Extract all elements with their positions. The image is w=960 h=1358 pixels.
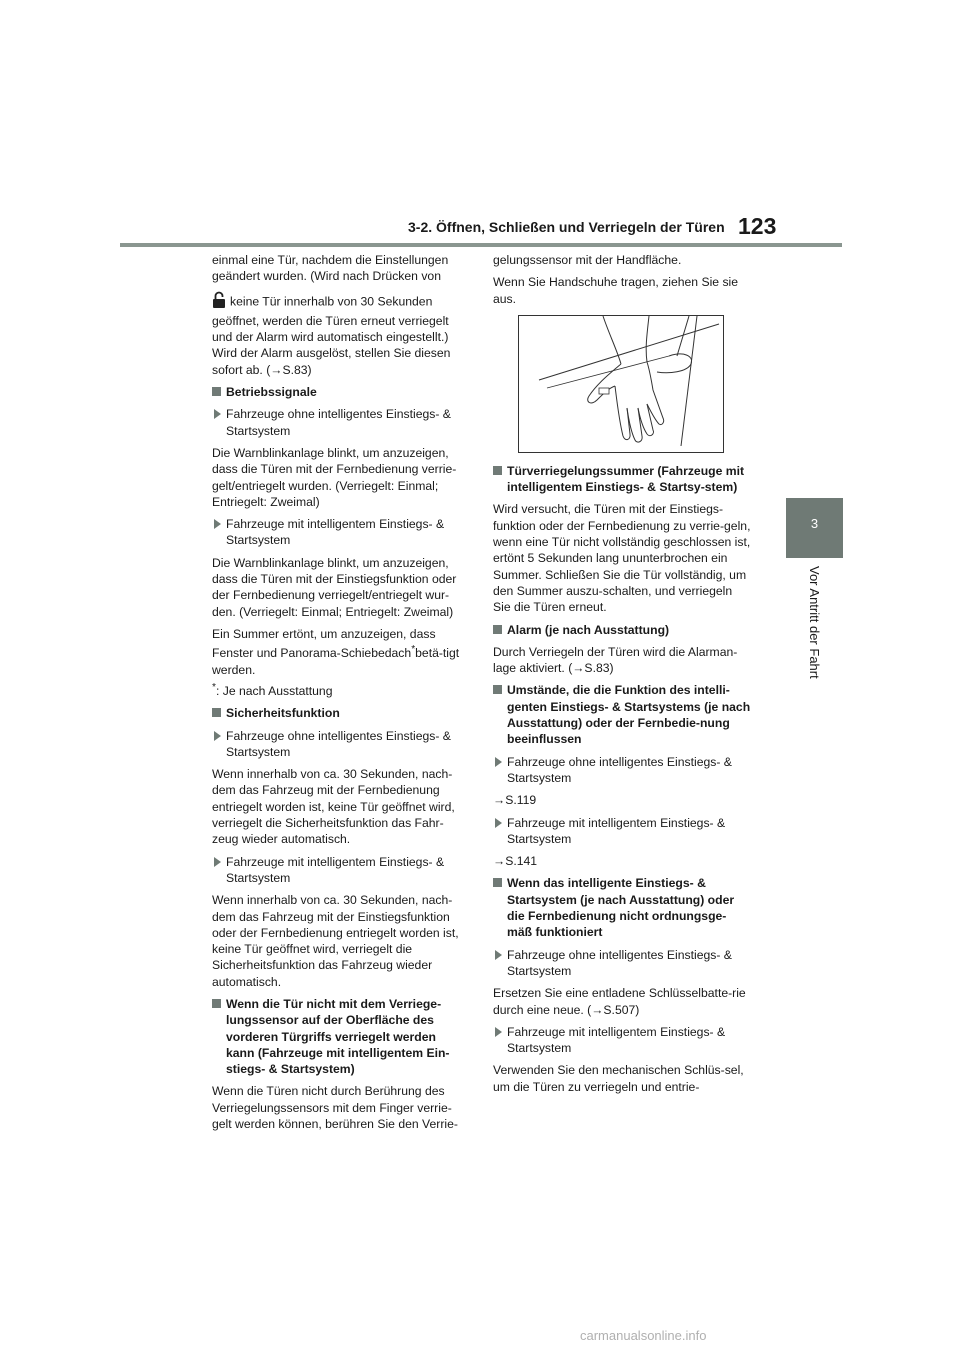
right-column [493, 252, 751, 1101]
footnote-mark: * [212, 681, 216, 693]
triangle-bullet-icon [495, 950, 502, 960]
list-item [493, 815, 751, 848]
triangle-bullet-icon [214, 409, 221, 419]
chapter-tab [786, 498, 843, 558]
triangle-bullet-icon [214, 857, 221, 867]
triangle-bullet-icon [214, 731, 221, 741]
list-item [493, 947, 751, 980]
page-reference: →S.119 [493, 793, 537, 808]
section-heading-text: Umstände, die die Funktion des intelli-genten Einstiegs- & Startsystems (je nach Ausstattung) oder der Fernbedie-nung beeinflussen [507, 683, 751, 747]
square-bullet-icon [212, 708, 221, 717]
watermark-link[interactable]: carmanualsonline.info [580, 1328, 707, 1343]
chapter-number: 3 [810, 516, 819, 531]
square-bullet-icon [212, 999, 221, 1008]
list-item-text: Fahrzeuge mit intelligentem Einstiegs- & Startsystem [507, 1024, 726, 1056]
paragraph [212, 291, 467, 378]
paragraph: Wird versucht, die Türen mit der Einstiegs-funktion oder der Fernbedienung zu verrie-geln, wenn eine Tür nicht vollständig geschlossen ist, ertönt 5 Sekunden lang ununterbrochen ein Summer. Schließen Sie die Tür vollständig, um den Summer auszu-schalten, und verriegeln Sie die Türen erneut. [493, 502, 751, 615]
square-bullet-icon [493, 878, 502, 887]
hand-on-door-handle-illustration [518, 315, 724, 453]
square-bullet-icon [493, 466, 502, 475]
paragraph-text: betä-tigt werden. [212, 646, 460, 677]
paragraph: Wenn innerhalb von ca. 30 Sekunden, nach-dem das Fahrzeug mit der Einstiegsfunktion oder der Fernbedienung entriegelt worden ist, keine Tür geöffnet wird, verriegelt die Sicherheitsfunktion das Fahrzeug wieder automatisch. [212, 893, 459, 989]
list-item [493, 1024, 751, 1057]
paragraph-text: keine Tür innerhalb von 30 Sekunden geöffnet, werden die Türen erneut verriegelt und der Alarm wird automatisch eingestellt.) Wird der Alarm ausgelöst, stellen Sie diesen sofort ab. (→S.83) [212, 293, 451, 377]
page-reference: →S.141 [493, 854, 538, 869]
section-heading-text: Alarm (je nach Ausstattung) [507, 622, 670, 637]
list-item-text: Fahrzeuge mit intelligentem Einstiegs- & Startsystem [226, 854, 445, 885]
paragraph: einmal eine Tür, nachdem die Einstellungen geändert wurden. (Wird nach Drücken von [212, 253, 449, 284]
list-item-text: Fahrzeuge mit intelligentem Einstiegs- & Startsystem [507, 815, 726, 846]
paragraph: gelungssensor mit der Handfläche. [493, 253, 682, 267]
header-section-title: 3-2. Öffnen, Schließen und Verriegeln der Türen [408, 219, 725, 235]
list-item [212, 728, 467, 761]
list-item [493, 754, 751, 787]
list-item [212, 516, 467, 549]
footnote-text: : Je nach Ausstattung [215, 683, 333, 698]
paragraph [212, 626, 467, 678]
list-item-text: Fahrzeuge ohne intelligentes Einstiegs- & Startsystem [226, 407, 451, 438]
section-heading-text: Türverriegelungssummer (Fahrzeuge mit intelligentem Einstiegs- & Startsy-stem) [507, 463, 745, 495]
paragraph: Wenn innerhalb von ca. 30 Sekunden, nach-dem das Fahrzeug mit der Fernbedienung entriegelt worden ist, keine Tür geöffnet wird, verriegelt die Sicherheitsfunktion das Fahr-zeug wieder automatisch. [212, 767, 455, 847]
paragraph: Verwenden Sie den mechanischen Schlüs-sel, um die Türen zu verriegeln und entrie- [493, 1063, 744, 1094]
triangle-bullet-icon [495, 818, 502, 828]
list-item-text: Fahrzeuge ohne intelligentes Einstiegs- & Startsystem [507, 754, 732, 785]
section-heading-text: Wenn das intelligente Einstiegs- & Startsystem (je nach Ausstattung) oder die Fernbedienung nicht ordnungsge-mäß funktioniert [507, 876, 735, 940]
footnote-marker: * [411, 644, 416, 656]
list-item-text: Fahrzeuge mit intelligentem Einstiegs- & Startsystem [226, 517, 445, 548]
left-column [212, 252, 467, 1138]
footnote [212, 680, 467, 699]
section-heading [212, 384, 467, 400]
section-heading [493, 622, 751, 638]
section-heading-text: Betriebssignale [226, 385, 317, 400]
header-rule [120, 243, 842, 247]
paragraph: Wenn die Türen nicht durch Berührung des Verriegelungssensors mit dem Finger verrie-gelt werden können, berühren Sie den Verrie- [212, 1084, 458, 1132]
lock-icon [212, 291, 226, 313]
paragraph: Wenn Sie Handschuhe tragen, ziehen Sie sie aus. [493, 275, 739, 306]
section-heading [493, 463, 751, 496]
triangle-bullet-icon [214, 519, 221, 529]
paragraph: Die Warnblinkanlage blinkt, um anzuzeigen, dass die Türen mit der Einstiegsfunktion oder der Fernbedienung verriegelt/entriegelt wur-den. (Verriegelt: Einmal; Entriegelt: Zweimal) [212, 555, 457, 619]
square-bullet-icon [493, 685, 502, 694]
page-number: 123 [738, 213, 777, 239]
list-item [212, 406, 467, 439]
triangle-bullet-icon [495, 757, 502, 767]
list-item-text: Fahrzeuge ohne intelligentes Einstiegs- & Startsystem [507, 947, 732, 978]
square-bullet-icon [493, 625, 502, 634]
square-bullet-icon [212, 387, 221, 396]
triangle-bullet-icon [495, 1027, 502, 1037]
paragraph: Durch Verriegeln der Türen wird die Alarman-lage aktiviert. (→S.83) [493, 644, 738, 676]
section-heading-text: Wenn die Tür nicht mit dem Verriege-lungssensor auf der Oberfläche des vorderen Türgriffs verriegelt werden kann (Fahrzeuge mit intelligentem Ein-stiegs- & Startsystem) [226, 997, 450, 1077]
paragraph: Die Warnblinkanlage blinkt, um anzuzeigen, dass die Türen mit der Fernbedienung verrie-gelt/entriegelt wurden. (Verriegelt: Einmal; Entriegelt: Zweimal) [212, 445, 457, 509]
section-heading [212, 705, 467, 721]
paragraph-text: Ein Summer ertönt, um anzuzeigen, dass Fenster und Panorama-Schiebedach [212, 626, 436, 661]
list-item [212, 854, 467, 887]
section-heading [493, 875, 751, 940]
section-heading-text: Sicherheitsfunktion [226, 706, 340, 721]
list-item-text: Fahrzeuge ohne intelligentes Einstiegs- & Startsystem [226, 728, 451, 759]
section-heading [212, 996, 467, 1077]
chapter-title: Vor Antritt der Fahrt [807, 566, 822, 679]
paragraph: Ersetzen Sie eine entladene Schlüsselbatte-rie durch eine neue. (→S.507) [493, 986, 746, 1017]
section-heading [493, 682, 751, 747]
